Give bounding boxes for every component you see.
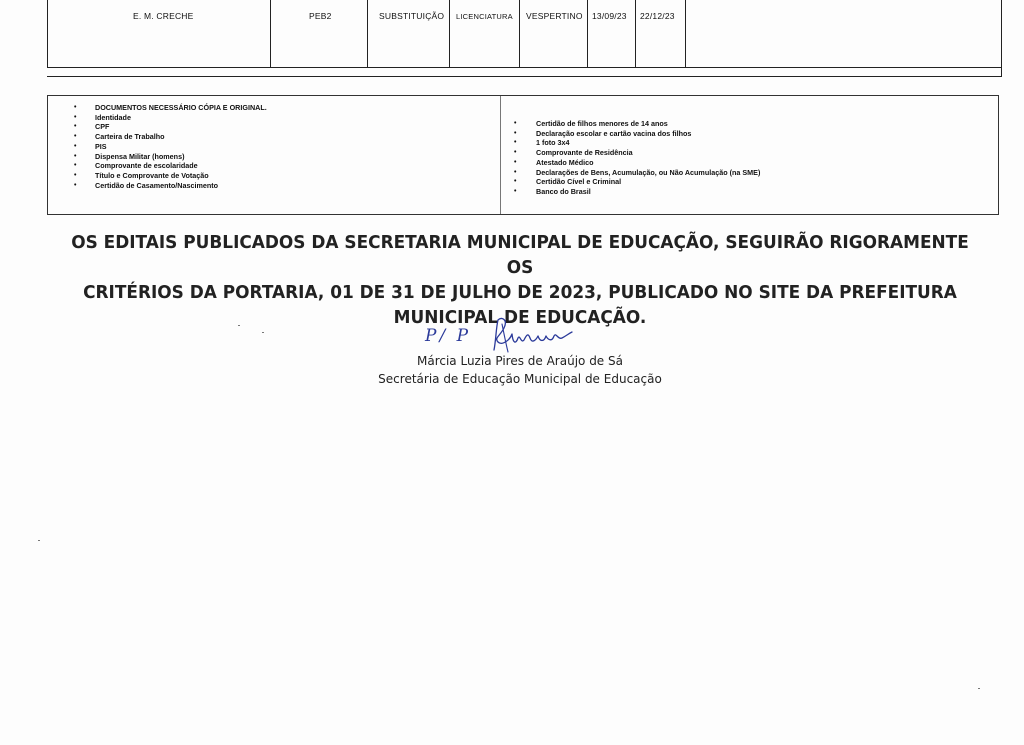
list-item — [74, 132, 267, 142]
required-documents-box — [47, 95, 999, 215]
signature-initials: P/ P — [425, 326, 472, 346]
scan-speck — [238, 325, 240, 326]
table-border-bottom — [47, 67, 1002, 68]
document-label: Banco do Brasil — [536, 186, 591, 196]
list-item — [74, 180, 267, 191]
bullet-icon: • — [74, 113, 77, 121]
cell-type: SUBSTITUIÇÃO — [379, 11, 445, 21]
bullet-icon: • — [514, 168, 517, 176]
cell-school: E. M. CRECHE — [133, 11, 194, 21]
cell-start-date: 13/09/23 — [592, 11, 627, 21]
list-item — [74, 161, 267, 171]
document-label: Comprovante de escolaridade — [95, 161, 198, 171]
cell-end-date: 22/12/23 — [640, 11, 675, 21]
notice-line: OS EDITAIS PUBLICADOS DA SECRETARIA MUNICIPAL DE EDUCAÇÃO, SEGUIRÃO RIGORAMENTE OS — [71, 232, 969, 278]
document-label: DOCUMENTOS NECESSÁRIO CÓPIA E ORIGINAL. — [95, 103, 267, 112]
cell-qualification: LICENCIATURA — [456, 12, 513, 21]
document-label: Declaração escolar e cartão vacina dos filhos — [536, 128, 692, 138]
bullet-icon: • — [514, 158, 517, 166]
handwritten-signature — [488, 314, 578, 356]
bullet-icon: • — [514, 139, 517, 147]
bullet-icon: • — [74, 142, 77, 150]
list-item — [514, 177, 760, 187]
bullet-icon: • — [74, 181, 77, 189]
list-item — [74, 103, 267, 113]
list-item — [514, 148, 760, 158]
list-item — [514, 186, 760, 197]
document-label: Título e Comprovante de Votação — [95, 170, 209, 180]
bullet-icon: • — [74, 152, 77, 160]
list-item — [74, 141, 267, 152]
list-item — [514, 167, 761, 178]
list-item — [514, 138, 760, 148]
scan-speck — [262, 332, 264, 333]
table-row-bottom — [47, 76, 1002, 77]
document-label: Dispensa Militar (homens) — [95, 151, 185, 161]
table-cell-divider — [270, 0, 271, 68]
document-label: PIS — [95, 141, 107, 151]
bullet-icon: • — [74, 171, 77, 179]
bullet-icon: • — [74, 123, 77, 131]
table-border-left — [47, 0, 48, 68]
table-cell-divider — [685, 0, 686, 68]
document-label: Certidão Cível e Criminal — [536, 177, 622, 187]
bullet-icon: • — [74, 133, 77, 141]
scan-speck — [38, 540, 40, 541]
list-item — [74, 151, 267, 162]
table-cell-divider — [587, 0, 588, 68]
cell-shift: VESPERTINO — [526, 11, 583, 21]
table-border-right — [1001, 0, 1002, 77]
documents-list-left — [74, 103, 267, 190]
document-label: Identidade — [95, 112, 131, 122]
notice-line: CRITÉRIOS DA PORTARIA, 01 DE 31 DE JULHO DE 2023, PUBLICADO NO SITE DA PREFEITURA — [83, 282, 957, 303]
list-item — [74, 170, 267, 181]
scan-speck — [978, 688, 980, 689]
document-label: 1 foto 3x4 — [536, 138, 570, 148]
document-label: Comprovante de Residência — [536, 148, 633, 158]
bullet-icon: • — [74, 104, 77, 111]
document-label: Declarações de Bens, Acumulação, ou Não Acumulação (na SME) — [536, 167, 761, 177]
table-cell-divider — [367, 0, 368, 68]
bullet-icon: • — [514, 129, 517, 137]
cell-position: PEB2 — [309, 11, 332, 21]
list-item — [74, 122, 267, 132]
document-label: Atestado Médico — [536, 157, 594, 167]
bullet-icon: • — [514, 178, 517, 186]
list-item — [514, 157, 760, 168]
bullet-icon: • — [514, 187, 517, 195]
vacancy-table — [47, 0, 1002, 77]
bullet-icon: • — [514, 149, 517, 157]
documents-list-right — [514, 119, 761, 197]
bullet-icon: • — [514, 120, 517, 127]
document-label: Carteira de Trabalho — [95, 132, 165, 142]
table-cell-divider — [519, 0, 520, 68]
bullet-icon: • — [74, 162, 77, 170]
list-item — [74, 112, 267, 123]
table-cell-divider — [449, 0, 450, 68]
document-label: Certidão de filhos menores de 14 anos — [536, 119, 668, 128]
notice-line: MUNICIPAL DE EDUCAÇÃO. — [393, 307, 647, 328]
list-item — [514, 119, 760, 129]
signer-role: Secretária de Educação Municipal de Educação — [378, 372, 662, 386]
list-item — [514, 128, 760, 139]
document-label: CPF — [95, 122, 110, 132]
column-divider — [500, 96, 501, 214]
table-cell-divider — [635, 0, 636, 68]
document-label: Certidão de Casamento/Nascimento — [95, 180, 219, 190]
signer-name: Márcia Luzia Pires de Araújo de Sá — [417, 354, 623, 368]
